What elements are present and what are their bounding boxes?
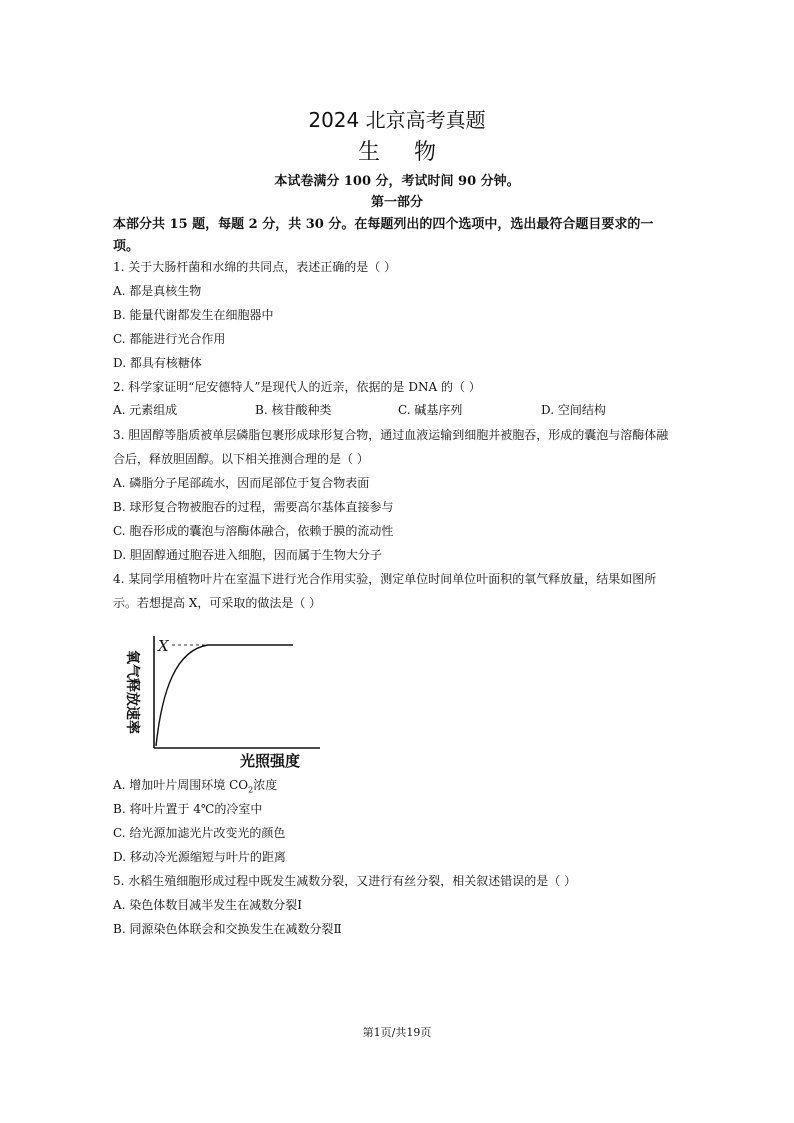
exam-info: 本试卷满分 100 分，考试时间 90 分钟。 — [274, 174, 520, 189]
q2-option-b: B. 核苷酸种类 — [255, 403, 332, 417]
q2-stem: 2. 科学家证明“尼安德特人”是现代人的近亲，依据的是 DNA 的（ ） — [113, 380, 481, 394]
q2-options — [113, 401, 693, 419]
q2-option-c: C. 碱基序列 — [398, 403, 463, 417]
q4-option-d: D. 移动冷光源缩短与叶片的距离 — [113, 850, 286, 864]
subject-title: 生物 — [357, 140, 470, 165]
q1-option-d: D. 都具有核糖体 — [113, 356, 202, 370]
instructions-line-2: 项。 — [113, 239, 140, 254]
q2-option-a: A. 元素组成 — [113, 403, 178, 417]
q3-stem-line-2: 合后，释放胆固醇。以下相关推测合理的是（ ） — [113, 452, 369, 466]
instructions-line-1: 本部分共 15 题，每题 2 分，共 30 分。在每题列出的四个选项中，选出最符合题目要求的一 — [113, 217, 654, 232]
q4-stem-line-2: 示。若想提高 X，可采取的做法是（ ） — [113, 596, 322, 610]
x-max-label: X — [158, 637, 169, 655]
q4-stem-line-1: 4. 某同学用植物叶片在室温下进行光合作用实验，测定单位时间单位叶面积的氧气释放量，结果如图所 — [113, 572, 657, 586]
q5-stem: 5. 水稻生殖细胞形成过程中既发生减数分裂，又进行有丝分裂，相关叙述错误的是（ ） — [113, 874, 577, 888]
q5-option-b: B. 同源染色体联会和交换发生在减数分裂Ⅱ — [113, 922, 342, 936]
oxygen-release-graph — [108, 630, 338, 770]
rate-curve — [156, 645, 293, 746]
part-heading: 第一部分 — [370, 195, 423, 210]
q1-option-c: C. 都能进行光合作用 — [113, 332, 226, 346]
q2-option-d: D. 空间结构 — [541, 403, 606, 417]
q3-option-c: C. 胞吞形成的囊泡与溶酶体融合，依赖于膜的流动性 — [113, 524, 394, 538]
q3-option-b: B. 球形复合物被胞吞的过程，需要高尔基体直接参与 — [113, 500, 394, 514]
q4-option-a-suffix: 浓度 — [253, 778, 278, 792]
q4-option-a-prefix: A. 增加叶片周围环境 CO — [113, 778, 249, 792]
q1-option-b: B. 能量代谢都发生在细胞器中 — [113, 308, 274, 322]
q3-option-d: D. 胆固醇通过胞吞进入细胞，因而属于生物大分子 — [113, 548, 382, 562]
x-axis-label: 光照强度 — [240, 752, 301, 770]
page-footer: 第1页/共19页 — [362, 1026, 432, 1039]
q1-stem: 1. 关于大肠杆菌和水绵的共同点，表述正确的是（ ） — [113, 260, 397, 274]
q1-option-a: A. 都是真核生物 — [113, 284, 202, 298]
exam-title: 2024 北京高考真题 — [308, 108, 486, 132]
q5-option-a: A. 染色体数目减半发生在减数分裂Ⅰ — [113, 898, 303, 912]
q4-option-c: C. 给光源加滤光片改变光的颜色 — [113, 826, 286, 840]
y-axis-label: 氧气释放速率 — [124, 650, 140, 734]
q4-option-a-subscript: 2 — [248, 785, 254, 795]
q3-option-a: A. 磷脂分子尾部疏水，因而尾部位于复合物表面 — [113, 476, 370, 490]
q4-option-a — [113, 776, 277, 799]
q3-stem-line-1: 3. 胆固醇等脂质被单层磷脂包裹形成球形复合物，通过血液运输到细胞并被胞吞，形成的囊泡与溶酶体融 — [113, 428, 669, 442]
q4-option-b: B. 将叶片置于 4℃的冷室中 — [113, 802, 263, 816]
